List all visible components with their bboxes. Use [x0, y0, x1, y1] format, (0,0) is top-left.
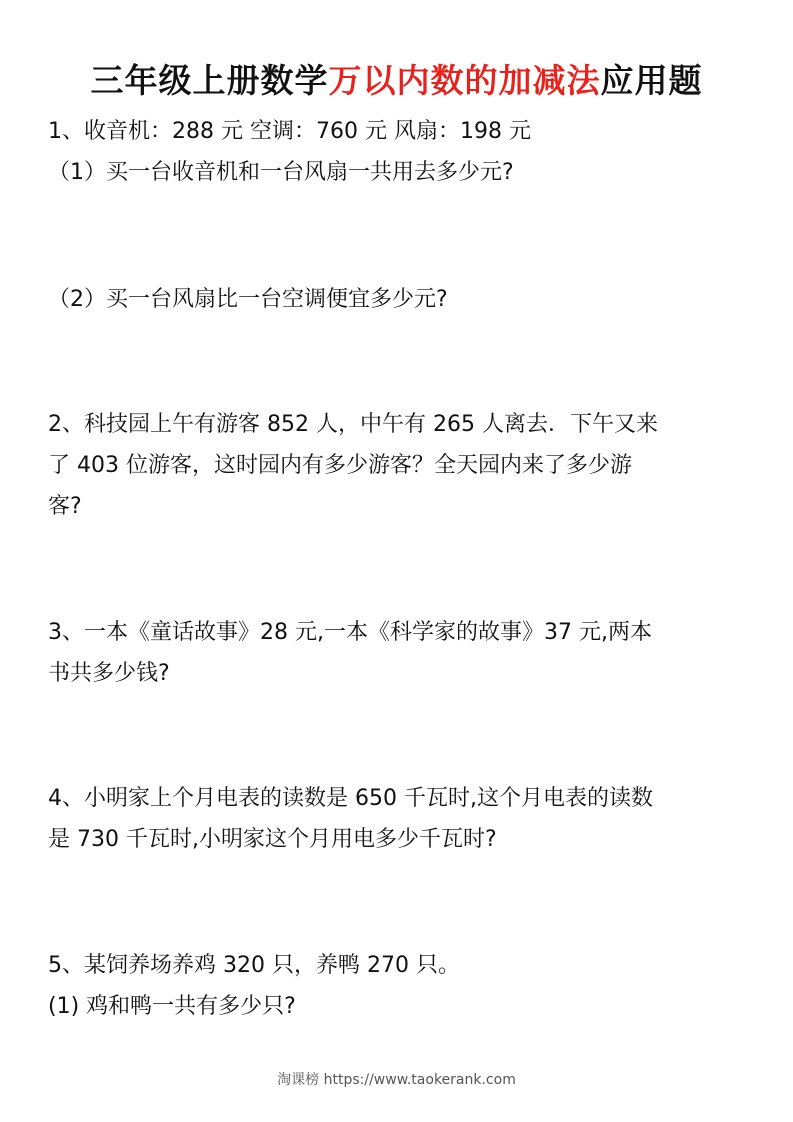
page-title [0, 58, 793, 104]
question-1-sub-2: （2）买一台风扇比一台空调便宜多少元? [48, 287, 448, 312]
question-5-line-1: 5、某饲养场养鸡 320 只，养鸭 270 只。 [48, 953, 460, 978]
title-part-1: 三年级上册数学 [90, 61, 329, 100]
question-5-sub-1: (1) 鸡和鸭一共有多少只? [48, 994, 296, 1019]
title-highlight: 万以内数的加减法 [328, 61, 601, 100]
question-3-line-2: 书共多少钱? [48, 661, 170, 686]
question-1-header: 1、收音机：288 元 空调：760 元 风扇：198 元 [48, 119, 531, 144]
question-1-sub-1: （1）买一台收音机和一台风扇一共用去多少元? [48, 160, 514, 185]
title-part-3: 应用题 [600, 61, 703, 100]
question-4-line-2: 是 730 千瓦时,小明家这个月用电多少千瓦时? [48, 827, 497, 852]
question-3-line-1: 3、一本《童话故事》28 元,一本《科学家的故事》37 元,两本 [48, 620, 652, 645]
footer-watermark: 淘课榜 https://www.taokerank.com [277, 1072, 516, 1088]
question-2-line-1: 2、科技园上午有游客 852 人，中午有 265 人离去．下午又来 [48, 412, 658, 437]
question-2-line-3: 客? [48, 494, 82, 519]
question-2-line-2: 了 403 位游客，这时园内有多少游客？全天园内来了多少游 [48, 453, 632, 478]
question-4-line-1: 4、小明家上个月电表的读数是 650 千瓦时,这个月电表的读数 [48, 786, 653, 811]
